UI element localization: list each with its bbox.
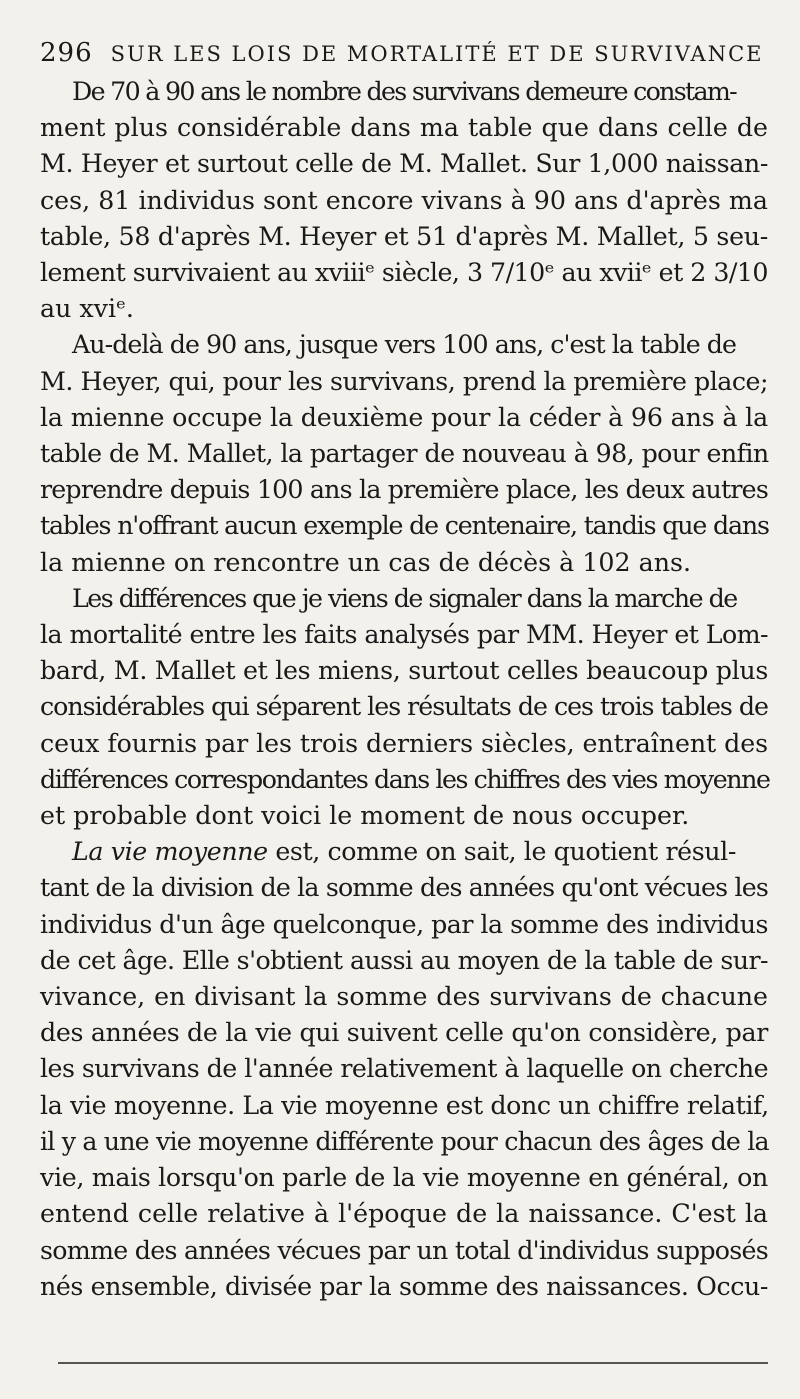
text-line: vie, mais lorsqu'on parle de la vie moyenne en général, on bbox=[40, 1163, 768, 1193]
page-header bbox=[40, 38, 768, 68]
text-line: lement survivaient au xviiiᵉ siècle, 3 7/10ᵉ au xviiᵉ et 2 3/10 bbox=[40, 258, 768, 288]
text-line: considérables qui séparent les résultats de ces trois tables de bbox=[40, 692, 768, 722]
text-line: table, 58 d'après M. Heyer et 51 d'après M. Mallet, 5 seu- bbox=[40, 221, 768, 251]
text-line: différences correspondantes dans les chiffres des vies moyenne bbox=[40, 764, 770, 794]
text-line: nés ensemble, divisée par la somme des naissances. Occu- bbox=[40, 1271, 768, 1301]
text-line: et probable dont voici le moment de nous occuper. bbox=[40, 801, 690, 831]
text-line: Les différences que je viens de signaler dans la marche de bbox=[72, 583, 737, 613]
text-line: De 70 à 90 ans le nombre des survivans demeure constam- bbox=[72, 77, 736, 106]
text-line: vivance, en divisant la somme des survivans de chacune bbox=[40, 982, 768, 1012]
paragraph-4 bbox=[40, 834, 768, 1305]
text-line: la vie moyenne. La vie moyenne est donc un chiffre relatif, bbox=[40, 1090, 769, 1120]
paragraph-1 bbox=[40, 74, 768, 327]
text-line: M. Heyer et surtout celle de M. Mallet. Sur 1,000 naissan- bbox=[40, 149, 768, 179]
bottom-rule bbox=[58, 1362, 768, 1364]
text-line: tant de la division de la somme des années qu'ont vécues les bbox=[40, 873, 768, 903]
text-line: ment plus considérable dans ma table que dans celle de bbox=[40, 113, 768, 143]
text-line: reprendre depuis 100 ans la première place, les deux autres bbox=[40, 475, 768, 505]
text-line: des années de la vie qui suivent celle qu'on considère, par bbox=[40, 1018, 768, 1048]
paragraph-2 bbox=[40, 327, 768, 580]
page-number: 296 bbox=[40, 38, 93, 68]
text-line: ceux fournis par les trois derniers siècles, entraînent des bbox=[40, 728, 768, 758]
text-line: tables n'offrant aucun exemple de centenaire, tandis que dans bbox=[40, 511, 769, 541]
text-line: somme des années vécues par un total d'individus supposés bbox=[40, 1235, 768, 1265]
text-line: la mortalité entre les faits analysés par MM. Heyer et Lom- bbox=[40, 620, 768, 650]
running-title: SUR LES LOIS DE MORTALITÉ ET DE SURVIVANCE bbox=[110, 42, 764, 66]
text-line: au xviᵉ. bbox=[40, 294, 134, 324]
text-line: ces, 81 individus sont encore vivans à 90 ans d'après ma bbox=[40, 185, 768, 215]
text-line: bard, M. Mallet et les miens, surtout celles beaucoup plus bbox=[40, 656, 768, 686]
text-line: table de M. Mallet, la partager de nouveau à 98, pour enfin bbox=[40, 439, 769, 469]
emphasis-term: La vie moyenne bbox=[72, 837, 268, 867]
text-line: individus d'un âge quelconque, par la somme des individus bbox=[40, 909, 768, 939]
text-line: de cet âge. Elle s'obtient aussi au moyen de la table de sur- bbox=[40, 945, 768, 975]
text-line: la mienne occupe la deuxième pour la céder à 96 ans à la bbox=[40, 402, 768, 432]
paragraph-3 bbox=[40, 581, 768, 834]
text-line: les survivans de l'année relativement à laquelle on cherche bbox=[40, 1054, 768, 1084]
text-fragment: est, comme on sait, le quotient résul- bbox=[267, 837, 736, 867]
text-line: la mienne on rencontre un cas de décès à 102 ans. bbox=[40, 547, 692, 577]
text-line bbox=[40, 834, 768, 870]
text-line: entend celle relative à l'époque de la naissance. C'est la bbox=[40, 1199, 768, 1229]
text-line: Au-delà de 90 ans, jusque vers 100 ans, c'est la table de bbox=[72, 330, 736, 360]
text-line: M. Heyer, qui, pour les survivans, prend la première place; bbox=[40, 366, 768, 396]
text-line: il y a une vie moyenne différente pour chacun des âges de la bbox=[40, 1126, 769, 1156]
